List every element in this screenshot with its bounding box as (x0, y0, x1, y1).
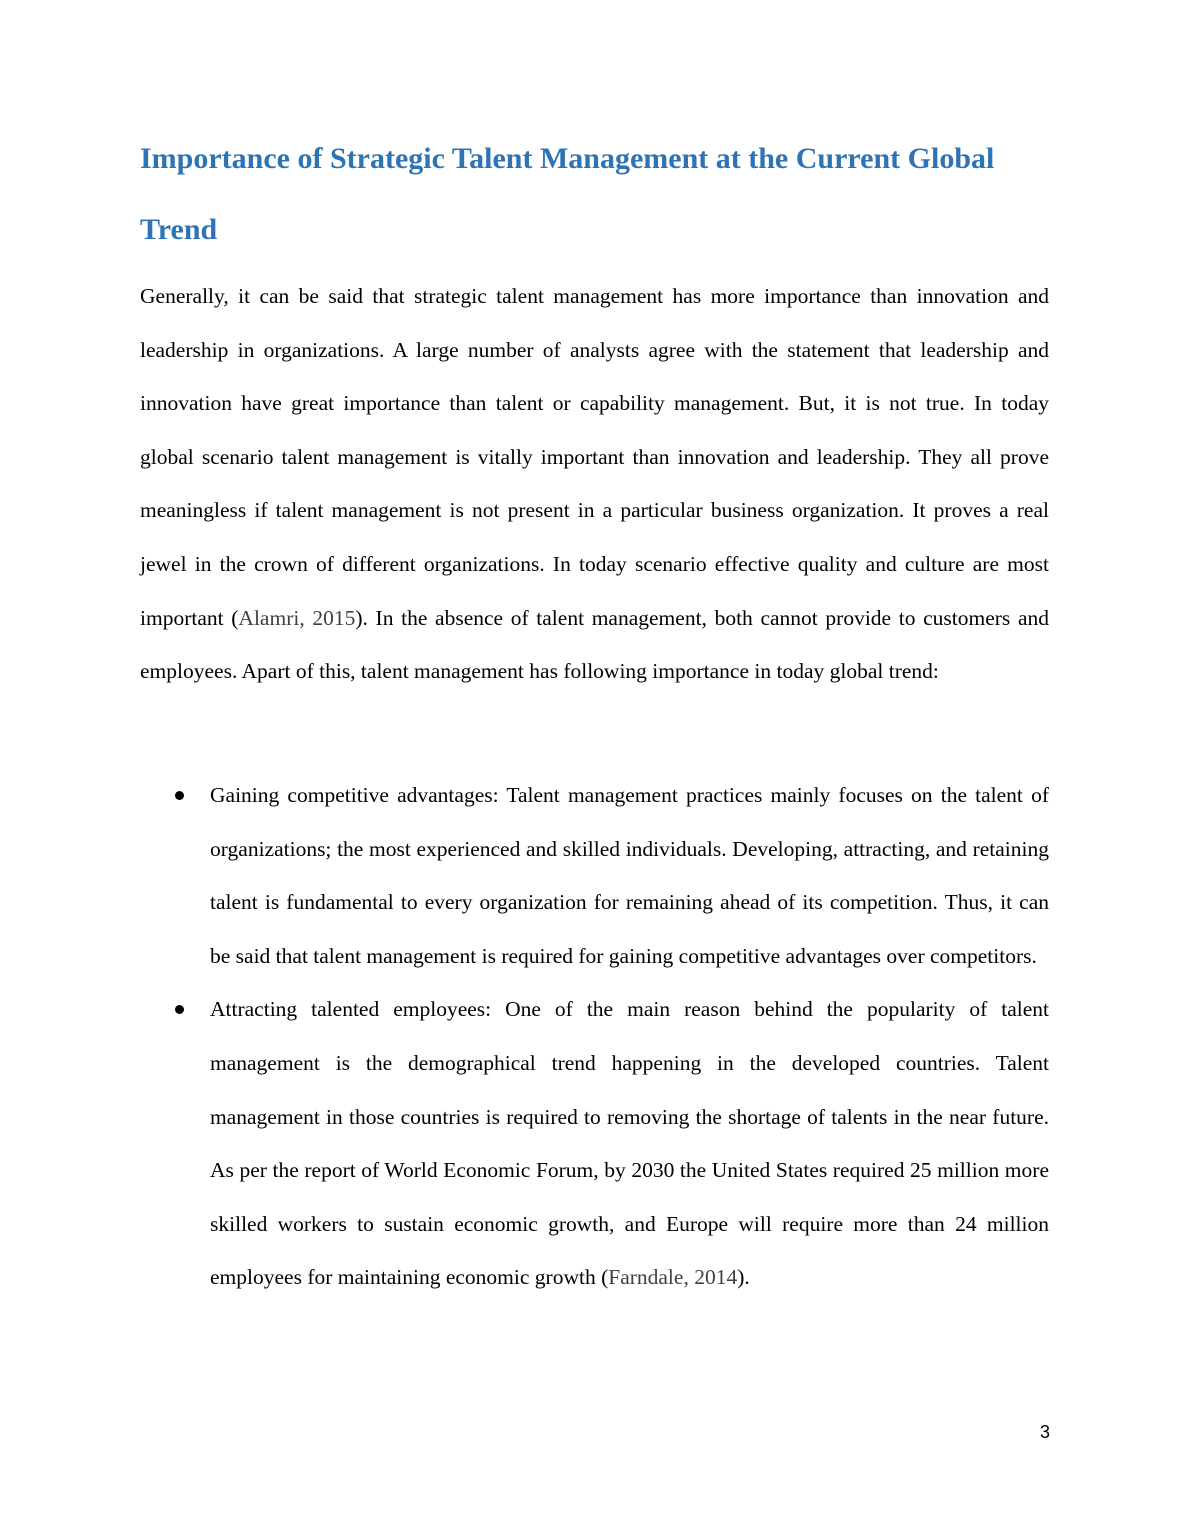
citation-farndale: Farndale, 2014 (608, 1265, 738, 1290)
importance-bullet-list (140, 769, 1049, 1305)
bullet-item-competitive-advantages (140, 769, 1049, 983)
intro-text-part2: ). In the absence of talent management, both cannot provide to customers and employees. Apart of this, talent management has following importance in today global trend: (140, 605, 1050, 684)
bullet-item-attracting-talent (140, 983, 1049, 1305)
section-heading: Importance of Strategic Talent Management at the Current Global Trend (140, 142, 995, 246)
page-number: 3 (1039, 1422, 1050, 1442)
citation-alamri: Alamri, 2015 (238, 605, 356, 630)
bullet-text-part2: ). (737, 1265, 750, 1290)
bullet-icon (175, 1005, 184, 1014)
bullet-text-part1: Attracting talented employees: One of the main reason behind the popularity of talent management is the demographical trend happening in the developed countries. Talent management in those countries is required to removing the shortage of talents in the near future. As per the report of World Economic Forum, by 2030 the United States required 25 million more skilled workers to sustain economic growth, and Europe will require more than 24 million employees for maintaining economic growth ( (210, 997, 1049, 1290)
bullet-text: Gaining competitive advantages: Talent management practices mainly focuses on the talent of organizations; the most experienced and skilled individuals. Developing, attracting, and retaining talent is fundamental to every organization for remaining ahead of its competition. Thus, it can be said that talent management is required for gaining competitive advantages over competitors. (210, 783, 1049, 968)
bullet-icon (175, 791, 184, 800)
intro-text-part1: Generally, it can be said that strategic talent management has more importance than innovation and leadership in organizations. A large number of analysts agree with the statement that leadership and innovation have great importance than talent or capability management. But, it is not true. In today global scenario talent management is vitally important than innovation and leadership. They all prove meaningless if talent management is not present in a particular business organization. It proves a real jewel in the crown of different organizations. In today scenario effective quality and culture are most important ( (140, 284, 1049, 630)
intro-paragraph (140, 270, 1049, 699)
